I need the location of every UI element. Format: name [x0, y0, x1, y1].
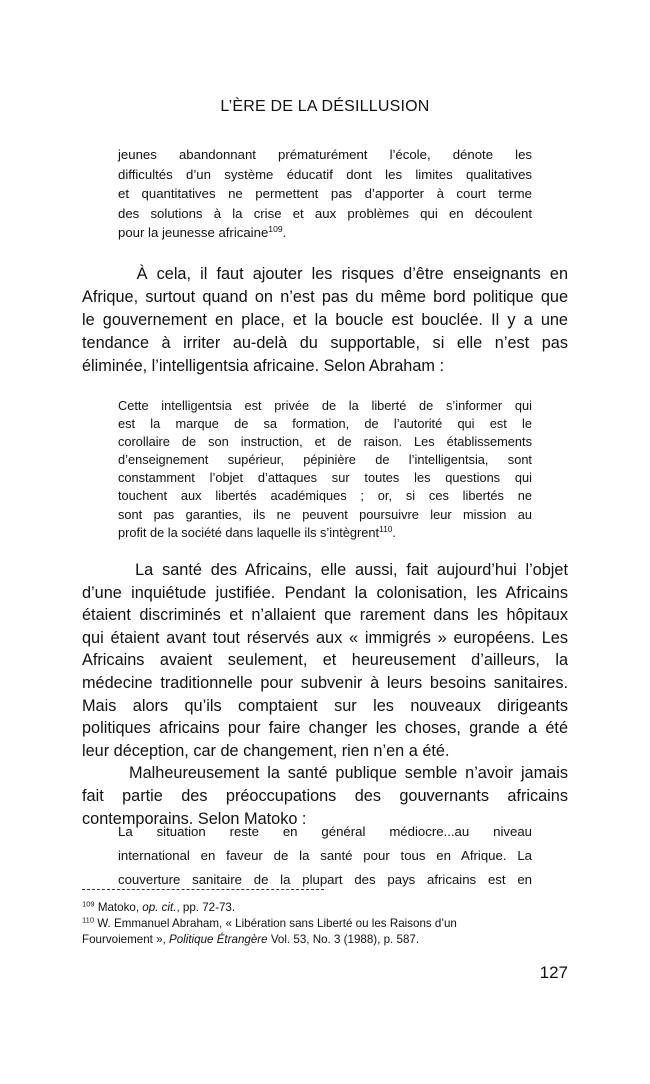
footnote-text: Politique Étrangère [169, 933, 268, 946]
block-quote-abraham [118, 397, 532, 542]
text-line: Afrique, surtout quand on n’est pas du même bord politique que [82, 288, 568, 306]
text-line: qui étaient avant tout réservés aux « immigrés » européens. Les [82, 628, 568, 647]
text-line: Mais alors qu’ils comptaient sur les nouveaux dirigeants [82, 696, 568, 715]
footnote-text: W. Emmanuel Abraham, « Libération sans Liberté ou les Raisons d’un [97, 917, 457, 930]
text-line: fait partie des préoccupations des gouvernants africains [82, 786, 568, 805]
running-header: L’ÈRE DE LA DÉSILLUSION [220, 98, 430, 115]
text-line: contemporains. Selon Matoko : [82, 809, 307, 828]
footnote-text: , pp. 72-73. [176, 901, 236, 914]
text-segment: . [282, 225, 287, 241]
text-line: et quantitatives ne permettent pas d’apporter à court terme [118, 186, 532, 202]
footnote-text: Vol. 53, No. 3 (1988), p. 587. [267, 933, 420, 946]
text-line: corollaire de son instruction, et de raison. Les établissements [118, 434, 532, 450]
text-line: est la marque de sa formation, de l’autorité qui est le [118, 416, 532, 432]
text-line: constamment l’objet d’attaques sur toutes les questions qui [118, 470, 532, 486]
text-line: couverture sanitaire de la plupart des pays africains est en [118, 872, 532, 887]
text-line: Cette intelligentsia est privée de la liberté de s’informer qui [118, 398, 532, 413]
footnote-text: Matoko, [97, 901, 143, 914]
text-line: leur déception, car de changement, rien n’en a été. [82, 741, 450, 760]
text-line: d’une inquiétude justifiée. Pendant la colonisation, les Africains [82, 583, 568, 602]
text-line: Africains avaient seulement, et heureusement d’ailleurs, la [82, 651, 568, 670]
footnote-reference[interactable]: 110 [379, 523, 393, 534]
text-line: À cela, il faut ajouter les risques d’être enseignants en [82, 265, 568, 283]
page-number: 127 [539, 963, 568, 982]
footnotes [82, 900, 568, 948]
footnote [82, 900, 568, 916]
footnote-separator [82, 889, 324, 890]
footnote-number: 110 [82, 915, 95, 925]
text-line [118, 524, 532, 542]
text-line: d’enseignement supérieur, pépinière de l’intelligentsia, sont [118, 452, 532, 468]
text-line: La situation reste en général médiocre...au niveau [118, 824, 532, 839]
text-line: touchent aux libertés académiques ; or, si ces libertés ne [118, 488, 532, 504]
text-line: des solutions à la crise et aux problèmes qui en découlent [118, 205, 532, 221]
text-segment: pour la jeunesse africaine [118, 225, 269, 241]
text-line: médecine traditionnelle pour subvenir à leurs besoins sanitaires. [82, 673, 568, 692]
footnote-reference[interactable]: 109 [268, 224, 283, 235]
text-line: international en faveur de la santé pour tous en Afrique. La [118, 848, 532, 863]
block-quote-education [118, 145, 532, 243]
footnote-number: 109 [82, 899, 95, 909]
text-line: politiques africains pour faire changer les choses, grande a été [82, 719, 568, 738]
text-segment: . [392, 524, 396, 540]
text-line: jeunes abandonnant prématurément l’école, dénote les [118, 147, 532, 162]
text-line: sont pas garanties, ils ne peuvent poursuivre leur mission au [118, 506, 532, 522]
text-line: Malheureusement la santé publique semble n’avoir jamais [82, 764, 568, 783]
paragraph-health [82, 559, 568, 830]
footnote [82, 932, 568, 948]
block-quote-matoko [118, 820, 532, 892]
footnote-text: Fourvoiement », [82, 933, 169, 946]
text-line: tendance à irriter au-delà du supportable, si elle n’est pas [82, 334, 568, 352]
text-line: éliminée, l’intelligentsia africaine. Selon Abraham : [82, 357, 445, 375]
text-line: étaient discriminés et n’allaient que rarement dans les hôpitaux [82, 606, 568, 625]
footnote-text: op. cit. [142, 901, 177, 914]
footnote [82, 916, 568, 932]
paragraph-teachers [82, 263, 568, 378]
text-segment: profit de la société dans laquelle ils s’intègrent [118, 524, 380, 540]
text-line: difficultés d’un système éducatif dont les limites qualitatives [118, 166, 532, 182]
text-line: le gouvernement en place, et la boucle est bouclée. Il y a une [82, 311, 568, 329]
text-line: La santé des Africains, elle aussi, fait aujourd’hui l’objet [82, 561, 568, 579]
text-line [118, 223, 532, 243]
